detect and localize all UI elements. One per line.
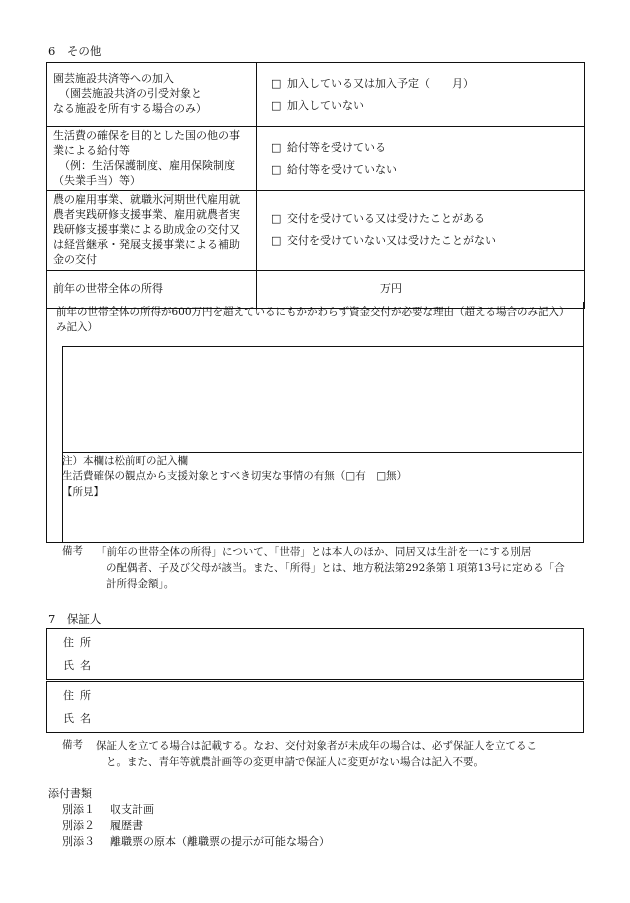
row-options-subsidy <box>257 191 585 270</box>
checkbox-option[interactable]: □ 給付等を受けていない <box>257 159 584 181</box>
town-note-title: 注）本欄は松前町の記入欄 <box>62 455 188 467</box>
remarks-text: 「前年の世帯全体の所得」について、「世帯」とは本人のほか、同居又は生計を一にする別居 の配偶者、子及び父母が該当。また、「所得」とは、地方税法第292条第１項第13号に定める「合 計所得金額」。 <box>96 546 565 590</box>
guarantor-remarks-text: 保証人を立てる場合は記載する。なお、交付対象者が未成年の場合は、必ず保証人を立てるこ と。また、青年等就農計画等の変更申請で保証人に変更がない場合は記入不要。 <box>96 740 537 768</box>
name-label: 氏名 <box>63 712 97 725</box>
row-options-benefits <box>257 127 585 191</box>
checkbox-option[interactable]: □ 給付等を受けている <box>257 137 584 159</box>
row-label-benefits: 生活費の確保を目的とした国の他の事 業による給付等 （例：生活保護制度、雇用保険制度 （失業手当）等） <box>47 127 257 191</box>
name-label: 氏名 <box>63 659 97 672</box>
checkbox-icon[interactable]: □ <box>271 98 282 112</box>
checkbox-option[interactable]: □ 交付を受けている又は受けたことがある <box>257 208 584 230</box>
row-label-subsidy: 農の雇用事業、就職氷河期世代雇用就 農者実践研修支援事業、雇用就農者実 践研修支援事業による助成金の交付又 は経営継承・発展支援事業による補助 金の交付 <box>47 191 257 270</box>
section-7-title: 7 保証人 <box>48 612 102 626</box>
table-row <box>47 191 585 270</box>
list-item: 別添２ 履歴書 <box>62 819 143 832</box>
checkbox-icon[interactable]: □ <box>271 76 282 90</box>
table-row <box>47 63 585 127</box>
income-label: 前年の世帯全体の所得 <box>47 270 257 308</box>
attachments-title: 添付書類 <box>48 787 92 800</box>
checkbox-option[interactable]: □ 加入していない <box>257 95 584 117</box>
list-item: 別添１ 収支計画 <box>62 803 154 816</box>
town-note-findings: 【所見】 <box>62 486 104 498</box>
checkbox-icon[interactable]: □ <box>271 140 282 154</box>
checkbox-option[interactable]: □ 交付を受けていない又は受けたことがない <box>257 230 584 252</box>
other-info-table <box>46 62 585 309</box>
address-label: 住所 <box>63 636 97 649</box>
section-6-title: 6 その他 <box>48 44 102 58</box>
row-label-insurance: 園芸施設共済等への加入 （園芸施設共済の引受対象と なる施設を所有する場合のみ） <box>47 63 257 127</box>
guarantor-box-1 <box>46 628 584 680</box>
guarantor-box-2 <box>46 681 584 733</box>
reason-input-area[interactable] <box>62 346 583 543</box>
list-item: 別添３ 離職票の原本（離職票の提示が可能な場合） <box>62 835 330 848</box>
divider <box>62 452 582 453</box>
table-row <box>47 127 585 191</box>
row-options-insurance <box>257 63 585 127</box>
attachments-list <box>62 802 330 850</box>
checkbox-icon[interactable]: □ <box>271 162 282 176</box>
checkbox-icon[interactable]: □ <box>271 234 282 248</box>
remarks-label: 備考 <box>62 545 83 557</box>
checkbox-icon[interactable]: □ <box>271 212 282 226</box>
reason-instruction: 前年の世帯全体の所得が600万円を超えているにもかかわらず資金交付が必要な理由（超える場合のみ記入） <box>56 306 570 318</box>
address-label: 住所 <box>63 689 97 702</box>
remarks-label: 備考 <box>62 739 83 751</box>
income-unit: 万円 <box>380 281 402 295</box>
checkbox-option[interactable]: □ 加入している又は加入予定（ 月） <box>257 73 584 95</box>
reason-instruction-cont: み記入） <box>56 321 98 333</box>
town-note-question: 生活費確保の観点から支援対象とすべき切実な事情の有無（□有 □無） <box>62 470 408 482</box>
